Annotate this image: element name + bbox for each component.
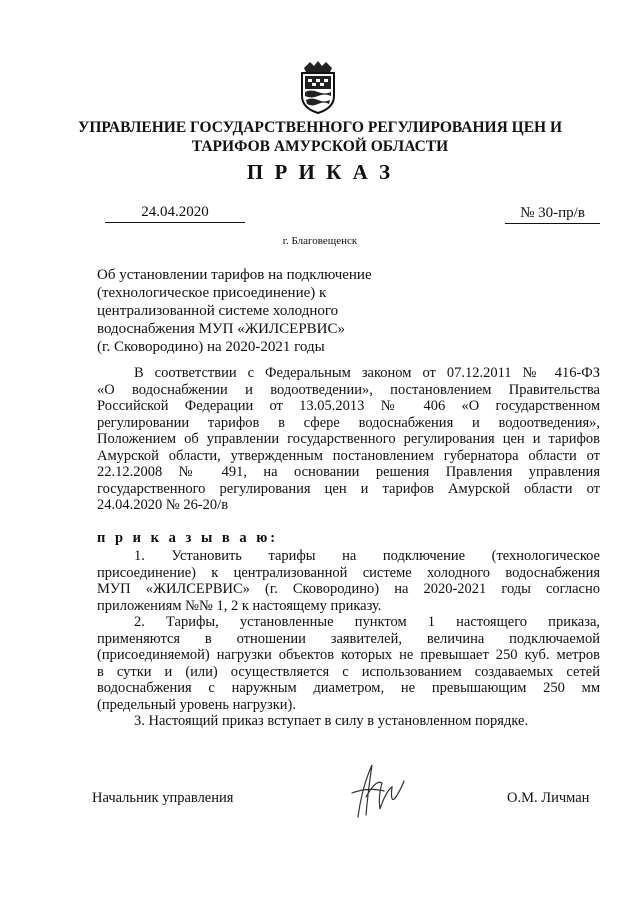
subject-line: Об установлении тарифов на подключение bbox=[97, 267, 372, 283]
subject-line: централизованной системе холодного bbox=[97, 303, 339, 319]
preamble-line: 24.04.2020 № 26-20/в bbox=[97, 497, 229, 513]
preamble-line: Амурской области, утвержденным постановлением губернатора области от bbox=[97, 447, 600, 464]
preamble-line: Положением об управлении государственного регулирования цен и тарифов bbox=[97, 431, 600, 447]
handwritten-signature-icon bbox=[338, 757, 418, 829]
city: г. Благовещенск bbox=[282, 235, 358, 247]
subject-block bbox=[97, 266, 397, 356]
item-line: водоснабжения с наружным диаметром, не превышающим 250 мм bbox=[97, 680, 600, 696]
item-line: 3. Настоящий приказ вступает в силу в установленном порядке. bbox=[134, 713, 529, 729]
item-line: МУП «ЖИЛСЕРВИС» (г. Сковородино) на 2020-2021 годы согласно bbox=[97, 581, 600, 597]
preamble-line: 22.12.2008 № 491, на основании решения Правления управления bbox=[97, 464, 600, 480]
org-name-line-2: ТАРИФОВ АМУРСКОЙ ОБЛАСТИ bbox=[191, 138, 449, 155]
item-line: приложениям №№ 1, 2 к настоящему приказу. bbox=[97, 597, 382, 614]
order-date: 24.04.2020 bbox=[105, 203, 245, 223]
document-title: П Р И К А З bbox=[246, 160, 394, 184]
order-items bbox=[97, 548, 600, 730]
preamble-line: государственного регулирования цен и тарифов Амурской области от bbox=[97, 480, 600, 497]
preamble-line: Российской Федерации от 13.05.2013 № 406 «О государственном bbox=[97, 398, 600, 414]
preamble-paragraph bbox=[97, 365, 600, 514]
item-line: 2. Тарифы, установленные пунктом 1 настоящего приказа, bbox=[134, 614, 600, 630]
signatory-name: О.М. Личман bbox=[507, 790, 590, 806]
coat-of-arms-icon bbox=[296, 60, 340, 114]
preamble-line: В соответствии с Федеральным законом от 07.12.2011 № 416-ФЗ bbox=[134, 365, 600, 381]
item-line: (предельный уровень нагрузки). bbox=[97, 696, 297, 713]
org-name-line-1: УПРАВЛЕНИЕ ГОСУДАРСТВЕННОГО РЕГУЛИРОВАНИЯ ЦЕН И bbox=[77, 119, 563, 136]
order-number: № 30-пр/в bbox=[505, 204, 600, 224]
item-line: 1. Установить тарифы на подключение (технологическое bbox=[134, 548, 600, 564]
order-word: п р и к а з ы в а ю: bbox=[97, 530, 279, 546]
item-line: в сутки и (или) осуществляется с использованием создаваемых сетей bbox=[97, 663, 600, 680]
preamble-line: «О водоснабжении и водоотведении», постановлением Правительства bbox=[97, 381, 600, 398]
item-line: присоединение) к централизованной системе холодного водоснабжения bbox=[97, 564, 600, 581]
item-line: применяются в отношении заявителей, величина подключаемой bbox=[97, 630, 600, 647]
preamble-line: регулировании тарифов в сфере водоснабжения и водоотведения», bbox=[97, 414, 600, 431]
subject-line: (г. Сковородино) на 2020-2021 годы bbox=[97, 339, 325, 355]
subject-line: (технологическое присоединение) к bbox=[97, 285, 327, 301]
item-line: (присоединяемой) нагрузки объектов которых не превышает 250 куб. метров bbox=[97, 647, 600, 663]
signatory-role: Начальник управления bbox=[92, 790, 234, 806]
subject-line: водоснабжения МУП «ЖИЛСЕРВИС» bbox=[97, 321, 346, 337]
